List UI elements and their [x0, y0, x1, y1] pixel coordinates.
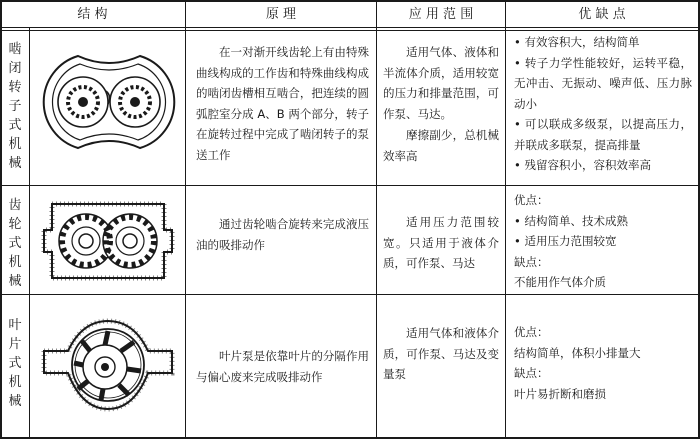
application-vane: 适用气体和液体介质，可作泵、马达及变量泵 — [383, 326, 499, 381]
row-divider-1 — [0, 185, 700, 186]
pros-cons-item: • 有效容积大，结构简单 — [514, 35, 640, 49]
row-divider-2 — [0, 294, 700, 295]
pros-cons-item: 优点： — [514, 193, 549, 207]
header-pros-cons: 优 缺 点 — [578, 7, 626, 22]
header-structure: 结 构 — [77, 7, 108, 22]
rotor-pump-diagram — [38, 46, 180, 158]
principle-rotor: 在一对渐开线齿轮上有由特殊曲线构成的工作齿和特殊曲线构成的啮闭齿槽相互啮合，把连续的圆弧腔室分成 A、B 两个部分，转子在旋转过程中完成了啮闭转子的泵送工作 — [196, 45, 369, 162]
pros-cons-item: • 结构简单、技术成熟 — [514, 213, 628, 228]
pros-cons-item: • 残留容积小，容积效率高 — [514, 158, 651, 172]
application-rotor-note: 摩擦副少，总机械效率高 — [383, 128, 499, 163]
application-rotor: 适用气体、液体和半流体介质，适用较宽的压力和排量范围，可作泵、马达。 — [383, 45, 499, 121]
gear-pump-diagram — [38, 196, 178, 286]
table-left-border — [0, 0, 2, 439]
category-rotor: 啮闭转子式机械 — [8, 42, 22, 171]
pros-cons-item: 优点： — [514, 325, 549, 339]
pros-cons-gear — [514, 190, 692, 293]
pros-cons-item: 缺点： — [514, 254, 549, 269]
col-divider-1 — [185, 0, 186, 439]
category-gear: 齿轮式机械 — [8, 198, 22, 289]
pros-cons-rotor — [514, 32, 692, 176]
vane-pump-diagram — [38, 301, 178, 431]
pros-cons-item: • 可以联成多级泵，以提高压力，并联成多联泵，提高排量 — [514, 117, 692, 152]
header-principle: 原 理 — [265, 7, 297, 22]
category-vane: 叶片式机械 — [8, 318, 22, 409]
col-divider-2 — [376, 0, 377, 439]
principle-vane: 叶片泵是依靠叶片的分隔作用与偏心废来完成吸排动作 — [196, 349, 369, 384]
col-divider-3 — [505, 0, 506, 439]
pros-cons-item: 叶片易折断和磨损 — [514, 386, 606, 401]
pros-cons-item: • 转子力学性能较好，运转平稳，无冲击、无振动、噪声低、压力脉动小 — [514, 55, 692, 111]
pros-cons-item: 结构简单，体积小排量大 — [514, 345, 641, 360]
header-divider-2 — [0, 30, 700, 31]
pros-cons-item: 缺点： — [514, 366, 549, 380]
principle-gear: 通过齿轮啮合旋转来完成液压油的吸排动作 — [196, 217, 369, 252]
pros-cons-vane — [514, 322, 692, 404]
header-application: 应 用 范 围 — [408, 7, 474, 22]
pros-cons-item: 不能用作气体介质 — [514, 275, 606, 289]
col-divider-cat — [29, 28, 30, 438]
application-gear: 适用压力范围较宽。只适用于液体介质，可作泵、马达 — [383, 215, 499, 270]
pros-cons-item: • 适用压力范围较宽 — [514, 234, 617, 248]
